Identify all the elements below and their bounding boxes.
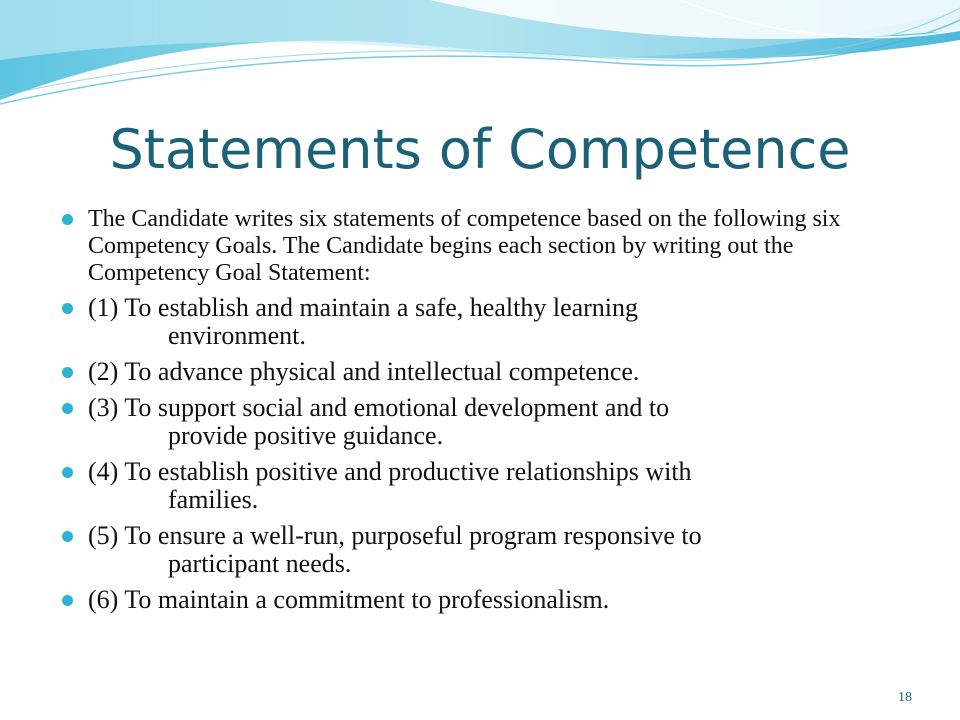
header-wave-decoration xyxy=(0,0,960,120)
goal-item-5 xyxy=(60,522,920,578)
bullet-list xyxy=(60,206,920,622)
goal-item-4 xyxy=(60,458,920,514)
bullet-dot-icon xyxy=(62,595,73,606)
bullet-intro xyxy=(60,206,920,287)
goal-item-3 xyxy=(60,394,920,450)
bullet-dot-icon xyxy=(62,303,73,314)
bullet-dot-icon xyxy=(62,367,73,378)
goal-text: (2) To advance physical and intellectual competence. xyxy=(88,357,640,386)
intro-text: The Candidate writes six statements of competence based on the following six Competency Goals. The Candidate begins each section by writing out the Competency Goal Statement: xyxy=(88,206,841,286)
goal-text: (4) To establish positive and productive relationships with xyxy=(88,457,692,486)
page-number: 18 xyxy=(898,690,912,705)
goal-text: (5) To ensure a well-run, purposeful program responsive to xyxy=(88,521,702,550)
bullet-dot-icon xyxy=(62,467,73,478)
goal-text: (6) To maintain a commitment to professionalism. xyxy=(88,585,610,614)
goal-text: (1) To establish and maintain a safe, healthy learning xyxy=(88,293,639,322)
goal-text-continued: participant needs. xyxy=(168,549,352,578)
goal-item-2 xyxy=(60,358,920,386)
bullet-dot-icon xyxy=(62,214,73,225)
slide-title: Statements of Competence xyxy=(109,118,851,181)
bullet-dot-icon xyxy=(62,403,73,414)
goal-text-continued: families. xyxy=(168,485,259,514)
bullet-dot-icon xyxy=(62,531,73,542)
goal-item-1 xyxy=(60,294,920,350)
goal-item-6 xyxy=(60,586,920,614)
goal-text-continued: environment. xyxy=(168,321,306,350)
goal-text-continued: provide positive guidance. xyxy=(168,421,444,450)
goal-text: (3) To support social and emotional development and to xyxy=(88,393,670,422)
